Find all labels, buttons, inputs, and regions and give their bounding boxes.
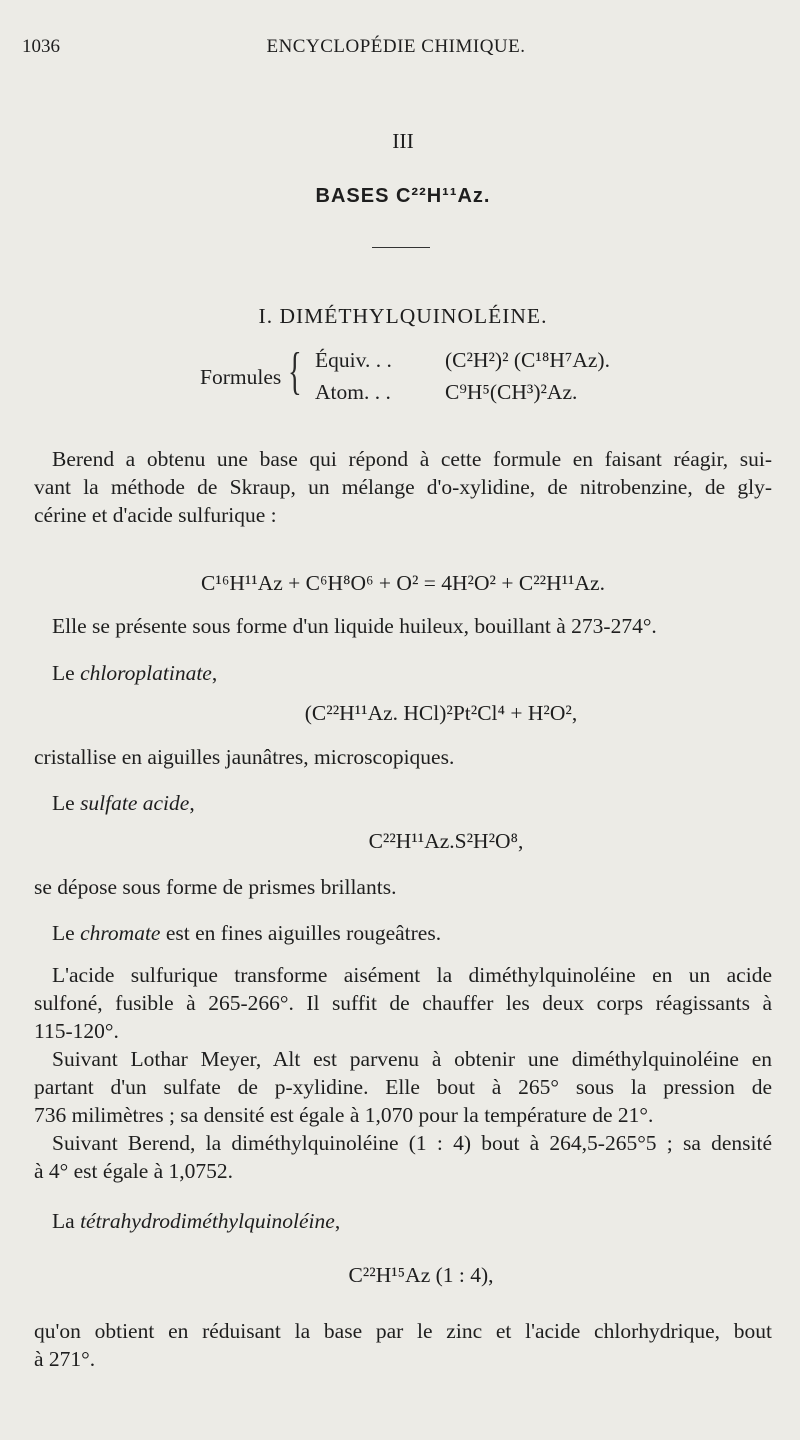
chromate-line: Le chromate est en fines aiguilles rougeâtres. [52,921,442,945]
paragraph-line: Elle se présente sous forme d'un liquide huileux, bouillant à 273-274°. [52,614,657,638]
page-header [22,36,770,66]
atom-label: Atom. . . [315,380,391,404]
paragraph-line: à 271°. [34,1347,96,1371]
subsection-title: I. DIMÉTHYLQUINOLÉINE. [258,304,548,328]
sulfate-intro: Le sulfate acide, [52,791,195,815]
sulfate-formula: C²²H¹¹Az.S²H²O⁸, [368,829,524,853]
paragraph-line: Suivant Lothar Meyer, Alt est parvenu à obtenir une diméthylquinoléine en [52,1047,772,1071]
paragraph-line: Berend a obtenu une base qui répond à cette formule en faisant réagir, sui- [52,447,772,471]
paragraph-line: à 4° est égale à 1,0752. [34,1159,234,1183]
paragraph-line: Suivant Berend, la diméthylquinoléine (1 : 4) bout à 264,5-265°5 ; sa densité [52,1131,772,1155]
paragraph-line: L'acide sulfurique transforme aisément la diméthylquinoléine en un acide [52,963,772,987]
section-number: III [392,129,414,153]
paragraph-line: qu'on obtient en réduisant la base par le zinc et l'acide chlorhydrique, bout [34,1319,772,1343]
paragraph-line: se dépose sous forme de prismes brillants. [34,875,397,899]
chloroplatinate-intro: Le chloroplatinate, [52,661,218,685]
tetra-intro: La tétrahydrodiméthylquinoléine, [52,1209,341,1233]
formula-atom-row [315,380,578,405]
paragraph-line: vant la méthode de Skraup, un mélange d'o-xylidine, de nitrobenzine, de gly- [34,475,772,499]
tetra-formula: C²²H¹⁵Az (1 : 4), [348,1263,494,1287]
chloroplatinate-formula: (C²²H¹¹Az. HCl)²Pt²Cl⁴ + H²O², [304,701,578,725]
paragraph-line: partant d'un sulfate de p-xylidine. Elle bout à 265° sous la pression de [34,1075,772,1099]
running-title: ENCYCLOPÉDIE CHIMIQUE. [266,36,526,57]
divider [372,247,430,248]
paragraph-line: 115-120°. [34,1019,119,1043]
formula-equiv-row [315,348,610,373]
paragraph-line: 736 milimètres ; sa densité est égale à 1,070 pour la température de 21°. [34,1103,654,1127]
paragraph-line: cristallise en aiguilles jaunâtres, microscopiques. [34,745,455,769]
equiv-value: (C²H²)² (C¹⁸H⁷Az). [445,348,610,372]
formula-label: Formules [200,365,282,389]
equiv-label: Équiv. . . [315,348,392,372]
brace-symbol: { [288,343,302,400]
page-number: 1036 [22,36,60,57]
paragraph-line: cérine et d'acide sulfurique : [34,503,277,527]
paragraph-line: sulfoné, fusible à 265-266°. Il suffit de chauffer les deux corps réagissants à [34,991,772,1015]
reaction-equation: C¹⁶H¹¹Az + C⁶H⁸O⁶ + O² = 4H²O² + C²²H¹¹Az. [201,571,605,595]
section-title: BASES C²²H¹¹Az. [315,185,491,207]
atom-value: C⁹H⁵(CH³)²Az. [445,380,578,404]
